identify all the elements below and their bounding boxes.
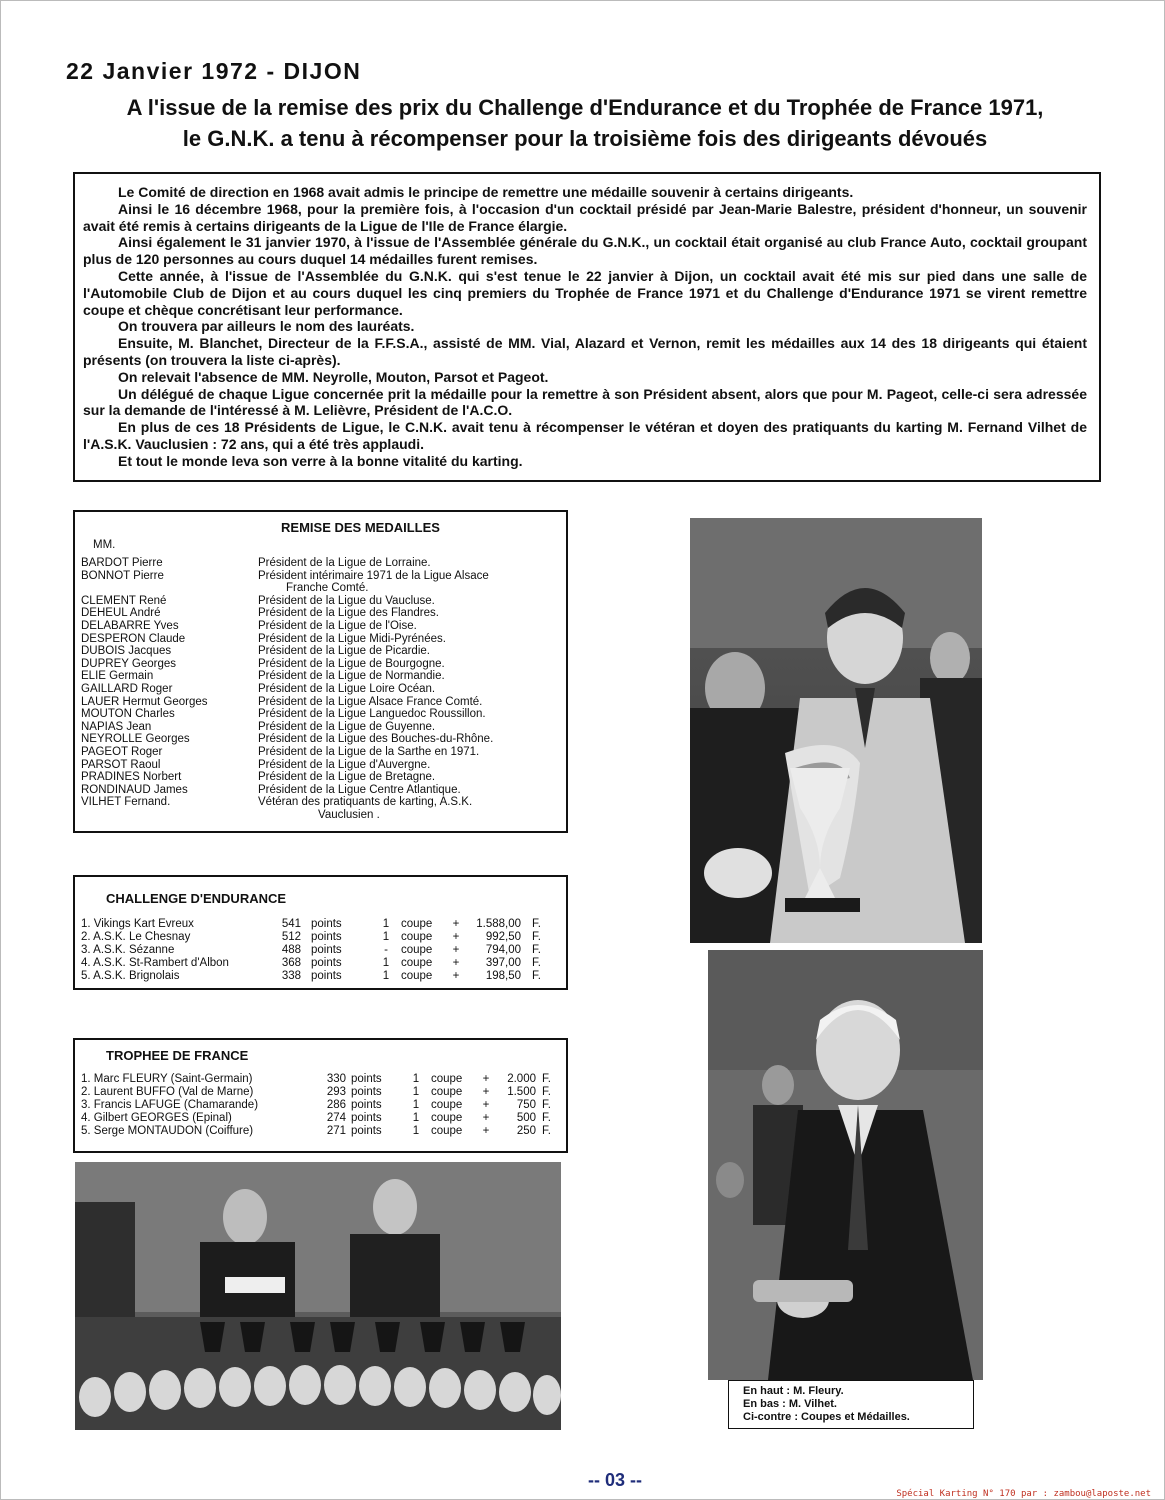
team-name: 1. Vikings Kart Evreux [81, 918, 194, 930]
prize-qty: 1 [382, 931, 390, 943]
medal-row [81, 658, 560, 671]
headline: 22 Janvier 1972 - DIJON [66, 58, 362, 84]
medal-role: Président de la Ligue Midi-Pyrénées. [258, 632, 446, 645]
medal-row [81, 620, 560, 633]
medal-row [81, 557, 560, 570]
subtitle-line-2: le G.N.K. a tenu à récompenser pour la troisième fois des dirigeants dévoués [182, 126, 988, 151]
medal-row [81, 683, 560, 696]
points-value: 286 [326, 1099, 346, 1111]
medal-role: Président de la Ligue de l'Oise. [258, 619, 417, 632]
prize-label: coupe [431, 1073, 463, 1085]
medal-role: Président de la Ligue Languedoc Roussillon. [258, 708, 486, 721]
medal-role: Président de la Ligue de Picardie. [258, 645, 430, 658]
prize-amount: 198,50 [485, 970, 521, 982]
medal-name: RONDINAUD James [81, 783, 188, 796]
medal-name: PAGEOT Roger [81, 745, 163, 758]
team-name: 4. A.S.K. St-Rambert d'Albon [81, 957, 229, 969]
currency: F. [532, 918, 541, 930]
prize-amount: 992,50 [485, 931, 521, 943]
plus-sign: + [452, 944, 460, 956]
points-value: 271 [326, 1125, 346, 1137]
medals-prefix: MM. [93, 539, 116, 551]
medal-role: Président de la Ligue d'Auvergne. [258, 758, 431, 771]
medal-role-continued: Vauclusien . [318, 808, 380, 821]
points-value: 338 [281, 970, 301, 982]
medal-name: LAUER Hermut Georges [81, 695, 208, 708]
points-unit: points [311, 918, 342, 930]
trophee-title: TROPHEE DE FRANCE [106, 1048, 249, 1063]
points-unit: points [311, 957, 342, 969]
medal-role: Président intérimaire 1971 de la Ligue Alsace [258, 569, 489, 582]
plus-sign: + [482, 1125, 490, 1137]
medal-name: BARDOT Pierre [81, 557, 163, 569]
medal-name: PARSOT Raoul [81, 758, 161, 771]
medal-role: Président de la Ligue des Bouches-du-Rhône. [258, 733, 494, 746]
intro-paragraph: Le Comité de direction en 1968 avait admis le principe de remettre une médaille souvenir à certains dirigeants. [118, 184, 854, 200]
currency: F. [542, 1073, 551, 1085]
medal-role-block [258, 796, 560, 821]
prize-qty: 1 [412, 1125, 420, 1137]
team-name: 3. A.S.K. Sézanne [81, 944, 175, 956]
footer-credit: Spécial Karting N° 170 par : zambou@laposte.net [896, 1489, 1151, 1499]
points-value: 274 [326, 1112, 346, 1124]
driver-name: 5. Serge MONTAUDON (Coiffure) [81, 1125, 254, 1137]
medal-name: NEYROLLE Georges [81, 733, 190, 746]
trophee-row [81, 1099, 560, 1112]
prize-amount: 794,00 [485, 944, 521, 956]
intro-paragraph: Ensuite, M. Blanchet, Directeur de la F.F.S.A., assisté de MM. Vial, Alazard et Vernon, remit les médailles aux 14 des 18 dirigeants qui étaient présents (on trouvera la liste ci-après). [83, 335, 1087, 368]
prize-amount: 250 [516, 1125, 536, 1137]
medal-name: BONNOT Pierre [81, 569, 164, 582]
currency: F. [532, 931, 541, 943]
prize-qty: 1 [412, 1073, 420, 1085]
medals-title: REMISE DES MEDAILLES [281, 520, 440, 535]
medal-row [81, 746, 560, 759]
prize-label: coupe [401, 931, 433, 943]
intro-paragraph: Ainsi le 16 décembre 1968, pour la première fois, à l'occasion d'un cocktail présidé par Jean-Marie Balestre, président d'honneur, un souvenir avait été remis à certains dirigeants de la Ligue de l'Ile de France élargie. [83, 200, 1087, 234]
prize-label: coupe [401, 970, 433, 982]
trophee-row [81, 1073, 560, 1086]
currency: F. [542, 1125, 551, 1137]
currency: F. [542, 1112, 551, 1124]
prize-label: coupe [431, 1125, 463, 1137]
intro-paragraph: Cette année, à l'issue de l'Assemblée du G.N.K. qui s'est tenue le 22 janvier à Dijon, un cocktail avait été mis sur pied dans une salle de l'Automobile Club de Dijon et au cours duquel les cinq premiers du Trophée de France 1971 et du Challenge d'Endurance 1971 se virent remettre coupe et chèque concrétisant leur performance. [83, 267, 1087, 318]
prize-amount: 1.500 [507, 1086, 536, 1098]
currency: F. [542, 1086, 551, 1098]
currency: F. [542, 1099, 551, 1111]
prize-amount: 397,00 [485, 957, 521, 969]
caption-line: Ci-contre : Coupes et Médailles. [743, 1411, 910, 1424]
medal-row [81, 796, 560, 821]
medal-name: NAPIAS Jean [81, 720, 152, 733]
challenge-row [81, 970, 560, 983]
challenge-row [81, 931, 560, 944]
medal-role: Président de la Ligue Loire Océan. [258, 682, 436, 695]
medal-row [81, 771, 560, 784]
medal-row [81, 721, 560, 734]
subtitle-line-1: A l'issue de la remise des prix du Challenge d'Endurance et du Trophée de France 1971, [126, 95, 1044, 120]
medal-row [81, 784, 560, 797]
plus-sign: + [482, 1112, 490, 1124]
driver-name: 2. Laurent BUFFO (Val de Marne) [81, 1086, 254, 1098]
medal-name: CLEMENT René [81, 594, 167, 607]
challenge-title: CHALLENGE D'ENDURANCE [106, 891, 287, 906]
medal-role: Président de la Ligue de Guyenne. [258, 720, 436, 733]
intro-paragraph: Un délégué de chaque Ligue concernée prit la médaille pour la remettre à son Président absent, alors que pour M. Pageot, celle-ci sera adressée sur la demande de l'intéressé à M. Lelièvre, Président de l'A.C.O. [83, 385, 1087, 419]
currency: F. [532, 944, 541, 956]
challenge-row [81, 957, 560, 970]
photo-cups-illustration [75, 1162, 561, 1430]
medal-role: Président de la Ligue de Normandie. [258, 670, 445, 683]
medal-name: DUPREY Georges [81, 657, 177, 670]
prize-qty: 1 [382, 970, 390, 982]
prize-qty: 1 [412, 1099, 420, 1111]
trophee-row [81, 1125, 560, 1138]
trophee-row [81, 1112, 560, 1125]
prize-label: coupe [401, 918, 433, 930]
prize-amount: 1.588,00 [476, 918, 521, 930]
currency: F. [532, 957, 541, 969]
points-value: 488 [281, 944, 301, 956]
intro-paragraph: Et tout le monde leva son verre à la bonne vitalité du karting. [118, 452, 523, 469]
medal-name: DESPERON Claude [81, 632, 186, 645]
prize-qty: - [384, 944, 388, 956]
prize-qty: 1 [382, 957, 390, 969]
points-unit: points [351, 1125, 382, 1137]
prize-amount: 750 [516, 1099, 536, 1111]
points-unit: points [311, 944, 342, 956]
medals-panel [73, 510, 568, 833]
trophee-row [81, 1086, 560, 1099]
medal-name: PRADINES Norbert [81, 771, 182, 784]
medal-row [81, 607, 560, 620]
points-value: 368 [281, 957, 301, 969]
prize-label: coupe [431, 1112, 463, 1124]
photo-vilhet [708, 950, 983, 1380]
medal-name: VILHET Fernand. [81, 796, 171, 809]
medal-role: Président de la Ligue du Vaucluse. [258, 594, 435, 607]
plus-sign: + [452, 918, 460, 930]
caption-line: En haut : M. Fleury. [743, 1385, 844, 1397]
medal-role: Président de la Ligue de Bretagne. [258, 771, 436, 784]
intro-paragraph: En plus de ces 18 Présidents de Ligue, le C.N.K. avait tenu à récompenser le vétéran et doyen des pratiquants du karting M. Fernand Vilhet de l'A.S.K. Vauclusien : 72 ans, qui a été très applaudi. [83, 419, 1087, 452]
medal-role: Vétéran des pratiquants de karting, A.S.K. [258, 796, 473, 809]
plus-sign: + [482, 1086, 490, 1098]
medal-row [81, 759, 560, 772]
prize-label: coupe [401, 944, 433, 956]
prize-amount: 500 [516, 1112, 536, 1124]
medal-row [81, 708, 560, 721]
team-name: 2. A.S.K. Le Chesnay [81, 931, 191, 943]
prize-label: coupe [401, 957, 433, 969]
points-value: 293 [326, 1086, 346, 1098]
medal-name: DUBOIS Jacques [81, 645, 172, 658]
medal-row [81, 696, 560, 709]
medal-row [81, 645, 560, 658]
currency: F. [532, 970, 541, 982]
page-number: -- 03 -- [588, 1470, 642, 1490]
plus-sign: + [482, 1099, 490, 1111]
medal-role: Président de la Ligue Alsace France Comté. [258, 695, 483, 708]
points-unit: points [311, 931, 342, 943]
intro-paragraph: Ainsi également le 31 janvier 1970, à l'issue de l'Assemblée générale du G.N.K., un cocktail était organisé au club France Auto, cocktail groupant plus de 120 personnes au cours duquel 14 médailles furent remises. [83, 234, 1087, 268]
prize-label: coupe [431, 1086, 463, 1098]
prize-qty: 1 [382, 918, 390, 930]
medal-row [81, 595, 560, 608]
points-value: 541 [281, 918, 301, 930]
prize-qty: 1 [412, 1112, 420, 1124]
medal-name: ELIE Germain [81, 670, 154, 683]
intro-article [73, 172, 1101, 482]
medal-role: Président de la Ligue Centre Atlantique. [258, 783, 461, 796]
photo-fleury-illustration [690, 518, 982, 943]
photo-cups-medals [75, 1162, 561, 1430]
medal-row [81, 633, 560, 646]
medal-row [81, 733, 560, 746]
prize-label: coupe [431, 1099, 463, 1111]
medal-role: Président de la Ligue de Lorraine. [258, 557, 431, 569]
challenge-row [81, 944, 560, 957]
points-value: 512 [281, 931, 301, 943]
intro-paragraph: On relevait l'absence de MM. Neyrolle, Mouton, Parsot et Pageot. [118, 368, 549, 385]
points-unit: points [351, 1112, 382, 1124]
medal-name: DELABARRE Yves [81, 619, 179, 632]
plus-sign: + [452, 970, 460, 982]
medal-row [81, 670, 560, 683]
plus-sign: + [482, 1073, 490, 1085]
prize-amount: 2.000 [507, 1073, 536, 1085]
team-name: 5. A.S.K. Brignolais [81, 970, 180, 982]
photo-vilhet-illustration [708, 950, 983, 1380]
trophee-panel [73, 1038, 568, 1153]
intro-paragraph: On trouvera par ailleurs le nom des lauréats. [118, 318, 415, 335]
photo-caption [728, 1380, 974, 1429]
points-unit: points [351, 1086, 382, 1098]
plus-sign: + [452, 931, 460, 943]
prize-qty: 1 [412, 1086, 420, 1098]
plus-sign: + [452, 957, 460, 969]
medal-name: GAILLARD Roger [81, 682, 173, 695]
challenge-row [81, 918, 560, 931]
medal-role: Président de la Ligue de Bourgogne. [258, 657, 445, 670]
points-unit: points [351, 1073, 382, 1085]
challenge-panel [73, 875, 568, 990]
driver-name: 1. Marc FLEURY (Saint-Germain) [81, 1073, 253, 1085]
points-unit: points [351, 1099, 382, 1111]
driver-name: 3. Francis LAFUGE (Chamarande) [81, 1099, 259, 1111]
photo-fleury [690, 518, 982, 943]
medal-role-continued: Franche Comté. [286, 582, 369, 595]
medal-role: Président de la Ligue des Flandres. [258, 607, 439, 620]
driver-name: 4. Gilbert GEORGES (Epinal) [81, 1112, 232, 1124]
subtitle [60, 92, 1110, 154]
points-unit: points [311, 970, 342, 982]
medal-role-block [258, 570, 560, 595]
medal-row [81, 570, 560, 595]
medal-role: Président de la Ligue de la Sarthe en 1971. [258, 745, 480, 758]
points-value: 330 [326, 1073, 346, 1085]
medal-name: DEHEUL André [81, 607, 161, 620]
caption-line: En bas : M. Vilhet. [743, 1398, 837, 1411]
medal-name: MOUTON Charles [81, 708, 175, 721]
